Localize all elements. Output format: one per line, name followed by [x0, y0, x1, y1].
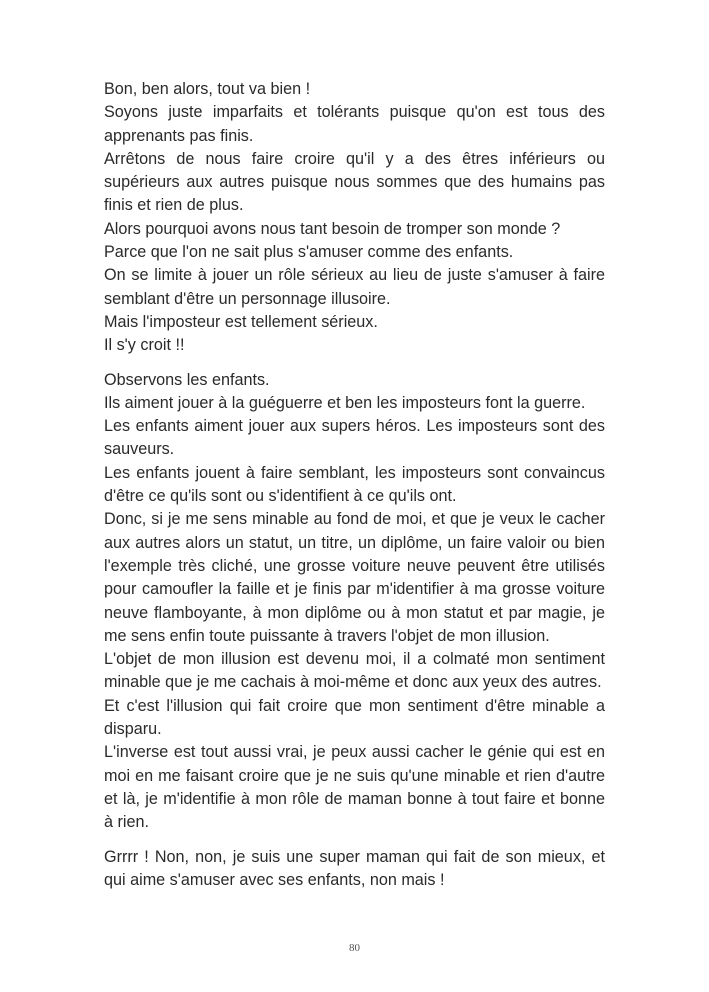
text-line: L'objet de mon illusion est devenu moi, il a colmaté mon sentiment minable que je me cachais à moi-même et donc aux yeux des autres. [104, 650, 605, 692]
body-text [104, 78, 605, 892]
text-line: Donc, si je me sens minable au fond de moi, et que je veux le cacher aux autres alors un statut, un titre, un diplôme, un faire valoir ou bien l'exemple très cliché, une grosse voiture neuve peuvent être utilisés pour camoufler la faille et je finis par m'identifier à ma grosse voiture neuve flamboyante, à mon diplôme ou à mon statut et par magie, je me sens enfin toute puissante à travers l'objet de mon illusion. [104, 510, 605, 645]
text-line: Alors pourquoi avons nous tant besoin de tromper son monde ? [104, 219, 561, 238]
paragraph-1 [104, 78, 605, 358]
text-line: Ils aiment jouer à la guéguerre et ben les imposteurs font la guerre. [104, 393, 586, 412]
text-line: Observons les enfants. [104, 370, 270, 389]
text-line: Les enfants aiment jouer aux supers héros. Les imposteurs sont des sauveurs. [104, 417, 605, 459]
text-line: Les enfants jouent à faire semblant, les imposteurs sont convaincus d'être ce qu'ils sont ou s'identifient à ce qu'ils ont. [104, 463, 605, 506]
text-line: Grrrr ! Non, non, je suis une super maman qui fait de son mieux, et qui aime s'amuser avec ses enfants, non mais ! [104, 847, 605, 889]
text-line: L'inverse est tout aussi vrai, je peux aussi cacher le génie qui est en moi en me faisant croire que je ne suis qu'une minable et rien d'autre et là, je m'identifie à mon rôle de maman bonne à tout faire et bonne à rien. [104, 743, 605, 832]
text-line: Bon, ben alors, tout va bien ! [104, 80, 311, 98]
text-line: Il s'y croit !! [104, 336, 185, 355]
text-line: Soyons juste imparfaits et tolérants puisque qu'on est tous des apprenants pas finis. [104, 103, 605, 145]
text-line: Et c'est l'illusion qui fait croire que mon sentiment d'être minable a disparu. [104, 696, 605, 739]
text-line: Parce que l'on ne sait plus s'amuser comme des enfants. [104, 243, 514, 262]
text-line: On se limite à jouer un rôle sérieux au lieu de juste s'amuser à faire semblant d'être un personnage illusoire. [104, 266, 605, 308]
page-number: 80 [349, 942, 360, 954]
text-line: Arrêtons de nous faire croire qu'il y a des êtres inférieurs ou supérieurs aux autres puisque nous sommes que des humains pas finis et rien de plus. [104, 149, 605, 215]
paragraph-3 [104, 846, 605, 893]
paragraph-2 [104, 369, 605, 835]
text-line: Mais l'imposteur est tellement sérieux. [104, 312, 378, 331]
